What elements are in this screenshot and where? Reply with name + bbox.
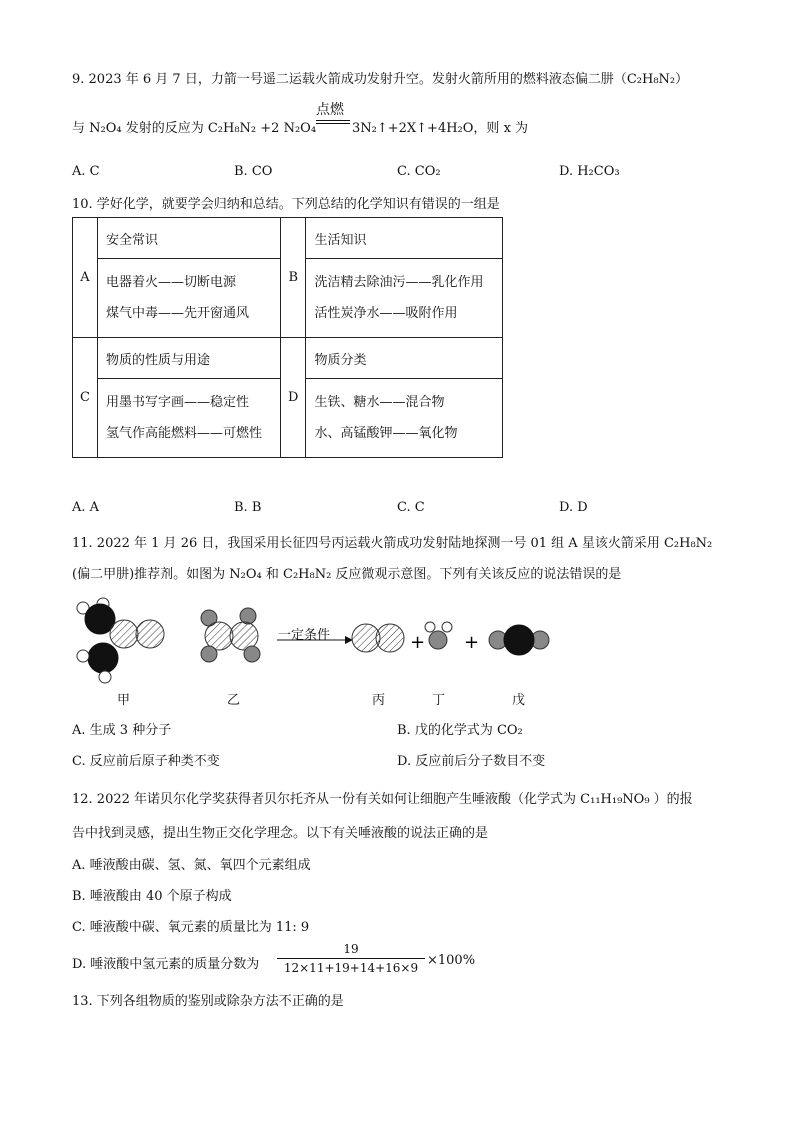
q10-cell-letter-a: A — [73, 218, 98, 338]
q12-option-d-fraction — [277, 942, 425, 975]
q10-cell-head-b: 生活知识 — [306, 218, 503, 259]
q10-option-a[interactable]: A. A — [72, 500, 100, 515]
fraction-numerator: 19 — [343, 942, 359, 956]
q9-line2-start: 与 N₂O₄ 发射的反应为 C₂H₈N₂ +2 N₂O₄ — [72, 121, 317, 136]
q11-label-ding: 丁 — [432, 693, 446, 708]
q10-cell-body-c: 用墨书写字画——稳定性 氢气作高能燃料——可燃性 — [98, 379, 281, 458]
q10-cell-head-a: 安全常识 — [98, 218, 281, 259]
q10-knowledge-table — [72, 217, 503, 458]
fraction-denominator: 12×11+19+14+16×9 — [283, 961, 419, 975]
molecule-yi — [201, 608, 260, 662]
q9-option-c[interactable]: C. CO₂ — [397, 164, 441, 179]
q9-line2-products: 3N₂↑+2X↑+4H₂O，则 x 为 — [352, 121, 529, 136]
q13-stem: 13. 下列各组物质的鉴别或除杂方法不正确的是 — [72, 994, 344, 1009]
q12-option-b[interactable]: B. 唾液酸由 40 个原子构成 — [72, 889, 232, 904]
q11-label-jia: 甲 — [117, 693, 131, 708]
q10-cell-body-a: 电器着火——切断电源 煤气中毒——先开窗通风 — [98, 259, 281, 338]
q9-line1: 9. 2023 年 6 月 7 日，力箭一号遥二运载火箭成功发射升空。发射火箭所用的燃料液态偏二肼（C₂H₈N₂） — [72, 72, 689, 87]
q10-cell-head-c: 物质的性质与用途 — [98, 338, 281, 379]
q11-line2: (偏二甲肼)推荐剂。如图为 N₂O₄ 和 C₂H₈N₂ 反应微观示意图。下列有关该反应的说法错误的是 — [72, 567, 622, 582]
plus-sign-2: + — [464, 632, 480, 653]
q9-option-b[interactable]: B. CO — [234, 164, 273, 179]
q10-cell-head-d: 物质分类 — [306, 338, 503, 379]
q9-reaction-condition: 点燃 — [316, 102, 344, 118]
q9-option-a[interactable]: A. C — [72, 164, 100, 179]
q11-line1: 11. 2022 年 1 月 26 日，我国采用长征四号丙运载火箭成功发射陆地探测一号 01 组 A 星该火箭采用 C₂H₈N₂ — [72, 536, 713, 551]
q12-line2: 告中找到灵感，提出生物正交化学理念。以下有关唾液酸的说法正确的是 — [72, 826, 489, 841]
molecule-bing — [352, 624, 404, 652]
q10-cell-letter-b: B — [281, 218, 306, 338]
q10-cell-body-b: 洗洁精去除油污——乳化作用 活性炭净水——吸附作用 — [306, 259, 503, 338]
q12-option-a[interactable]: A. 唾液酸由碳、氢、氮、氧四个元素组成 — [72, 858, 311, 873]
q11-label-wu: 戊 — [512, 693, 526, 708]
q10-cell-letter-c: C — [73, 338, 98, 458]
q12-option-d-prefix: D. 唾液酸中氢元素的质量分数为 — [72, 957, 260, 972]
molecule-wu — [489, 625, 549, 655]
q11-option-d[interactable]: D. 反应前后分子数目不变 — [397, 754, 546, 769]
q10-option-b[interactable]: B. B — [234, 500, 262, 515]
q11-arrow-label: 一定条件 — [278, 628, 331, 643]
q10-option-d[interactable]: D. D — [559, 500, 588, 515]
q11-option-a[interactable]: A. 生成 3 种分子 — [72, 723, 172, 738]
q10-cell-body-d: 生铁、糖水——混合物 水、高锰酸钾——氧化物 — [306, 379, 503, 458]
q12-option-d[interactable] — [72, 953, 259, 972]
q12-option-c[interactable]: C. 唾液酸中碳、氧元素的质量比为 11: 9 — [72, 920, 310, 935]
q11-label-yi: 乙 — [227, 693, 241, 708]
q11-label-bing: 丙 — [372, 693, 386, 708]
q11-option-c[interactable]: C. 反应前后原子种类不变 — [72, 754, 220, 769]
plus-sign-1: + — [410, 632, 426, 653]
molecule-jia — [77, 598, 164, 683]
q10-stem: 10. 学好化学，就要学会归纳和总结。下列总结的化学知识有错误的一组是 — [72, 197, 500, 212]
q9-equals-sign — [316, 120, 350, 125]
q11-option-b[interactable]: B. 戊的化学式为 CO₂ — [397, 723, 523, 738]
molecule-ding — [425, 622, 452, 649]
q10-option-c[interactable]: C. C — [397, 500, 425, 515]
q12-line1: 12. 2022 年诺贝尔化学奖获得者贝尔托齐从一份有关如何让细胞产生唾液酸（化学式为 C₁₁H₁₉NO₉ ）的报 — [72, 792, 693, 807]
q12-option-d-suffix: ×100% — [427, 953, 476, 968]
q9-option-d[interactable]: D. H₂CO₃ — [559, 164, 620, 179]
q10-cell-letter-d: D — [281, 338, 306, 458]
